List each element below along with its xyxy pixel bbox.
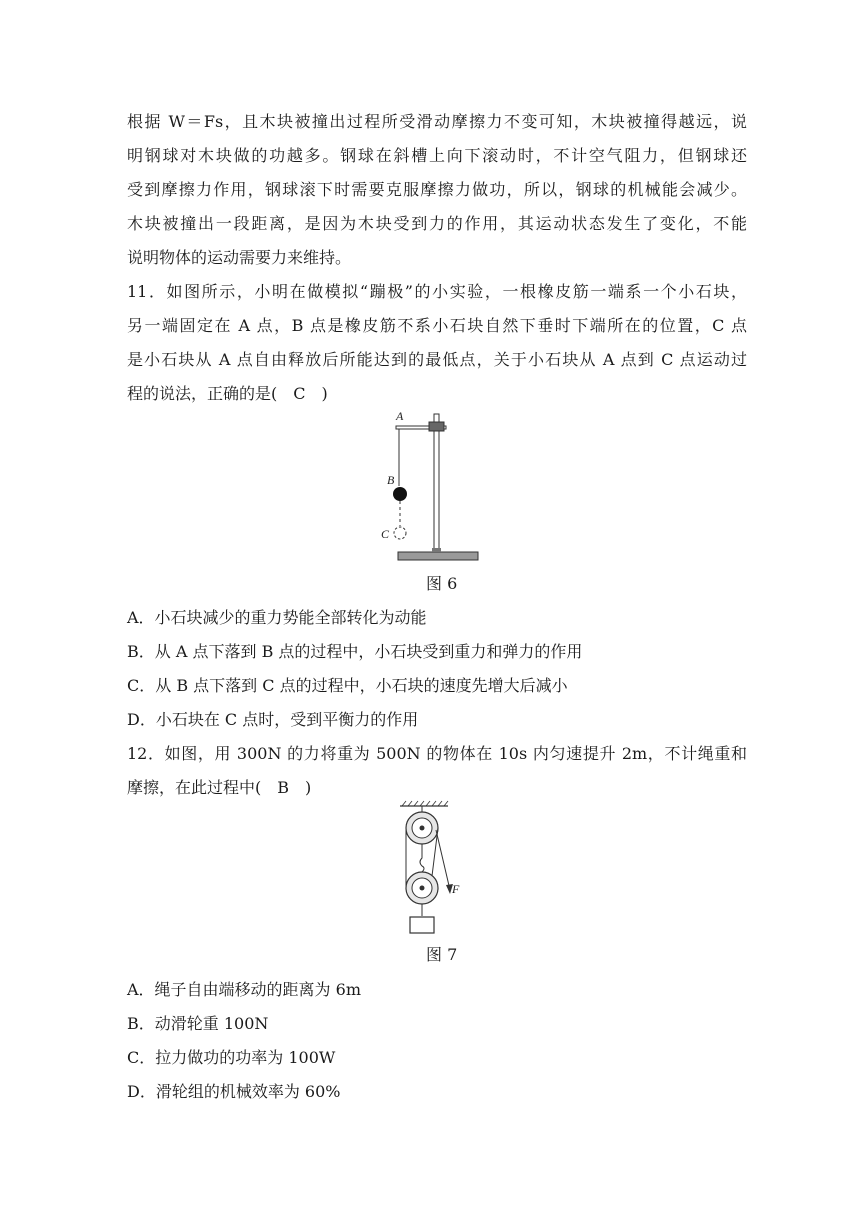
question-stem-line: 11．如图所示，小明在做模拟“蹦极”的小实验，一根橡皮筋一端系一个小石块， (127, 282, 747, 301)
rope-free-end (436, 830, 450, 890)
question-stem-line: 另一端固定在 A 点，B 点是橡皮筋不系小石块自然下垂时下端所在的位置，C 点 (127, 316, 747, 335)
option-a: A．绳子自由端移动的距离为 6m (127, 980, 361, 999)
explanation-line: 木块被撞出一段距离，是因为木块受到力的作用，其运动状态发生了变化，不能 (127, 214, 747, 233)
explanation-line: 受到摩擦力作用，钢球滚下时需要克服摩擦力做功，所以，钢球的机械能会减少。 (127, 180, 747, 199)
stand-clamp (429, 422, 444, 431)
option-c: C．拉力做功的功率为 100W (127, 1048, 336, 1067)
stand-base (398, 552, 478, 560)
label-f: F (452, 882, 460, 896)
stone (393, 487, 407, 501)
movable-pulley-axle (420, 886, 425, 891)
question-stem-line: 12．如图，用 300N 的力将重为 500N 的物体在 10s 内匀速提升 2m，不计绳重和 (127, 744, 747, 763)
figure-6-caption: 图 6 (426, 574, 458, 593)
option-b: B．从 A 点下落到 B 点的过程中，小石块受到重力和弹力的作用 (127, 642, 583, 661)
option-d: D．小石块在 C 点时，受到平衡力的作用 (127, 710, 419, 729)
question-stem-line: 是小石块从 A 点自由释放后所能达到的最低点，关于小石块从 A 点到 C 点运动过 (127, 350, 747, 369)
label-c: C (381, 527, 390, 541)
fixed-pulley-axle (420, 826, 425, 831)
label-a: A (396, 409, 404, 423)
question-stem-line: 摩擦，在此过程中( B ) (127, 778, 312, 797)
pole-foot (432, 548, 441, 552)
figure-7-caption: 图 7 (426, 945, 458, 964)
option-a: A．小石块减少的重力势能全部转化为动能 (127, 608, 427, 627)
bungee-experiment-figure (370, 408, 490, 568)
explanation-line: 明钢球对木块做的功越多。钢球在斜槽上向下滚动时，不计空气阻力，但钢球还 (127, 146, 747, 165)
option-c: C．从 B 点下落到 C 点的过程中，小石块的速度先增大后减小 (127, 676, 568, 695)
explanation-line: 说明物体的运动需要力来维持。 (127, 248, 352, 267)
explanation-line: 根据 W＝Fs，且木块被撞出过程所受滑动摩擦力不变可知，木块被撞得越远，说 (127, 112, 747, 131)
stand-pole (434, 414, 439, 552)
stone-lowest-position (394, 527, 406, 539)
label-b: B (387, 473, 395, 487)
question-stem-line: 程的说法，正确的是( C ) (127, 384, 328, 403)
load-block (410, 917, 434, 933)
option-d: D．滑轮组的机械效率为 60% (127, 1082, 341, 1101)
pulley-connector-hook (420, 844, 424, 872)
pulley-system-figure (392, 800, 472, 940)
option-b: B．动滑轮重 100N (127, 1014, 269, 1033)
ceiling-hatching (402, 801, 448, 806)
